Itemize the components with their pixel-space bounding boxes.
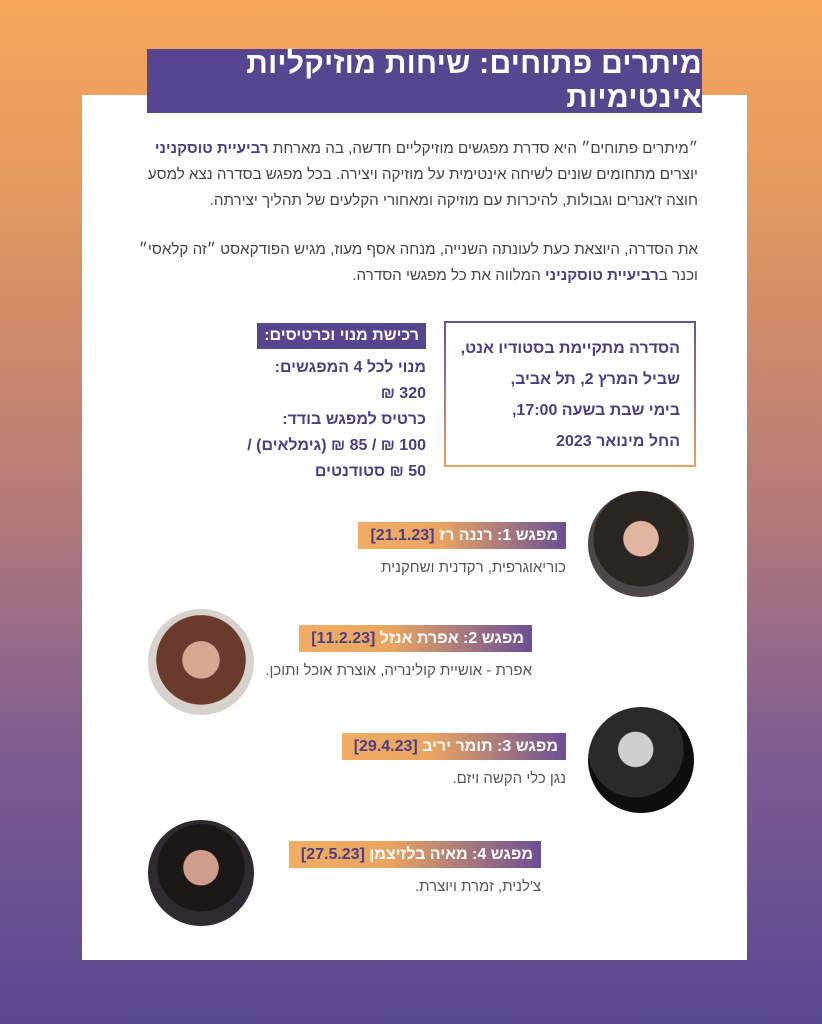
tickets-info [246, 323, 426, 485]
meeting-description: כוריאוגרפית, רקדנית ושחקנית [381, 559, 566, 576]
avatar-speaker-4 [148, 820, 254, 926]
meeting-date: [11.2.23] [311, 630, 376, 647]
avatar-speaker-2 [148, 609, 254, 715]
meeting-label: מפגש 2: אפרת אנזל [379, 630, 524, 647]
meeting-4 [289, 841, 541, 895]
avatar-speaker-3 [588, 707, 694, 813]
tickets-line: כרטיס למפגש בודד: [282, 411, 426, 428]
meeting-heading [358, 522, 566, 549]
intro-text: יוצרים מתחומים שונים לשיחה אינטימית על מוזיקה ויצירה. בכל מפגש בסדרה נצא למסע חוצה ז'אנרים וגבולות, להיכרות עם מוזיקה ומאחורי הקלעים של תהליך יצירתה. [147, 166, 698, 209]
venue-line: הסדרה מתקיימת בסטודיו אנט, [460, 340, 680, 357]
venue-line: בימי שבת בשעה 17:00, [511, 402, 680, 419]
tickets-line: 50 ₪ סטודנטים [314, 463, 426, 480]
meeting-date: [29.4.23] [353, 738, 418, 755]
meeting-heading [289, 841, 541, 868]
tickets-heading: רכישת מנוי וכרטיסים: [257, 323, 426, 349]
meeting-label: מפגש 1: רננה רז [438, 527, 558, 544]
meeting-label: מפגש 4: מאיה בלזיצמן [369, 846, 533, 863]
meeting-date: [21.1.23] [370, 527, 435, 544]
meeting-2 [265, 625, 532, 679]
venue-info-box [444, 321, 696, 467]
meeting-heading [299, 625, 532, 652]
host-name: רביעיית טוסקניני [154, 140, 269, 157]
intro-text: את הסדרה, היוצאת כעת לעונתה השנייה, מנחה אסף מעוז, מגיש הפודקאסט ״זה קלאסי״ וכנר ב [138, 241, 698, 284]
page-title: מיתרים פתוחים: שיחות מוזיקליות אינטימיות [147, 49, 702, 113]
venue-line: החל מינואר 2023 [556, 433, 680, 450]
meeting-label: מפגש 3: תומר יריב [422, 738, 558, 755]
tickets-line: מנוי לכל 4 המפגשים: 320 ₪ [274, 359, 426, 402]
meeting-description: צ'לנית, זמרת ויוצרת. [414, 878, 541, 895]
host-name: רביעיית טוסקניני [544, 267, 659, 284]
avatar-speaker-1 [588, 491, 694, 597]
venue-line: שביל המרץ 2, תל אביב, [510, 371, 680, 388]
intro-text: ״מיתרים פתוחים״ היא סדרת מפגשים מוזיקליים חדשה, בה מארחת [268, 140, 698, 157]
tickets-line: 100 ₪ / 85 ₪ (גימלאים) / [247, 437, 426, 454]
meeting-1 [358, 522, 566, 576]
meeting-3 [342, 733, 566, 787]
intro-text: המלווה את כל מפגשי הסדרה. [352, 267, 545, 284]
meeting-heading [342, 733, 566, 760]
intro-paragraph-1 [123, 136, 698, 214]
meeting-description: אפרת - אושיית קולינריה, אוצרת אוכל ותוכן. [265, 662, 532, 679]
meeting-description: נגן כלי הקשה ויזם. [452, 770, 566, 787]
meeting-date: [27.5.23] [300, 846, 365, 863]
intro-paragraph-2 [123, 237, 698, 289]
